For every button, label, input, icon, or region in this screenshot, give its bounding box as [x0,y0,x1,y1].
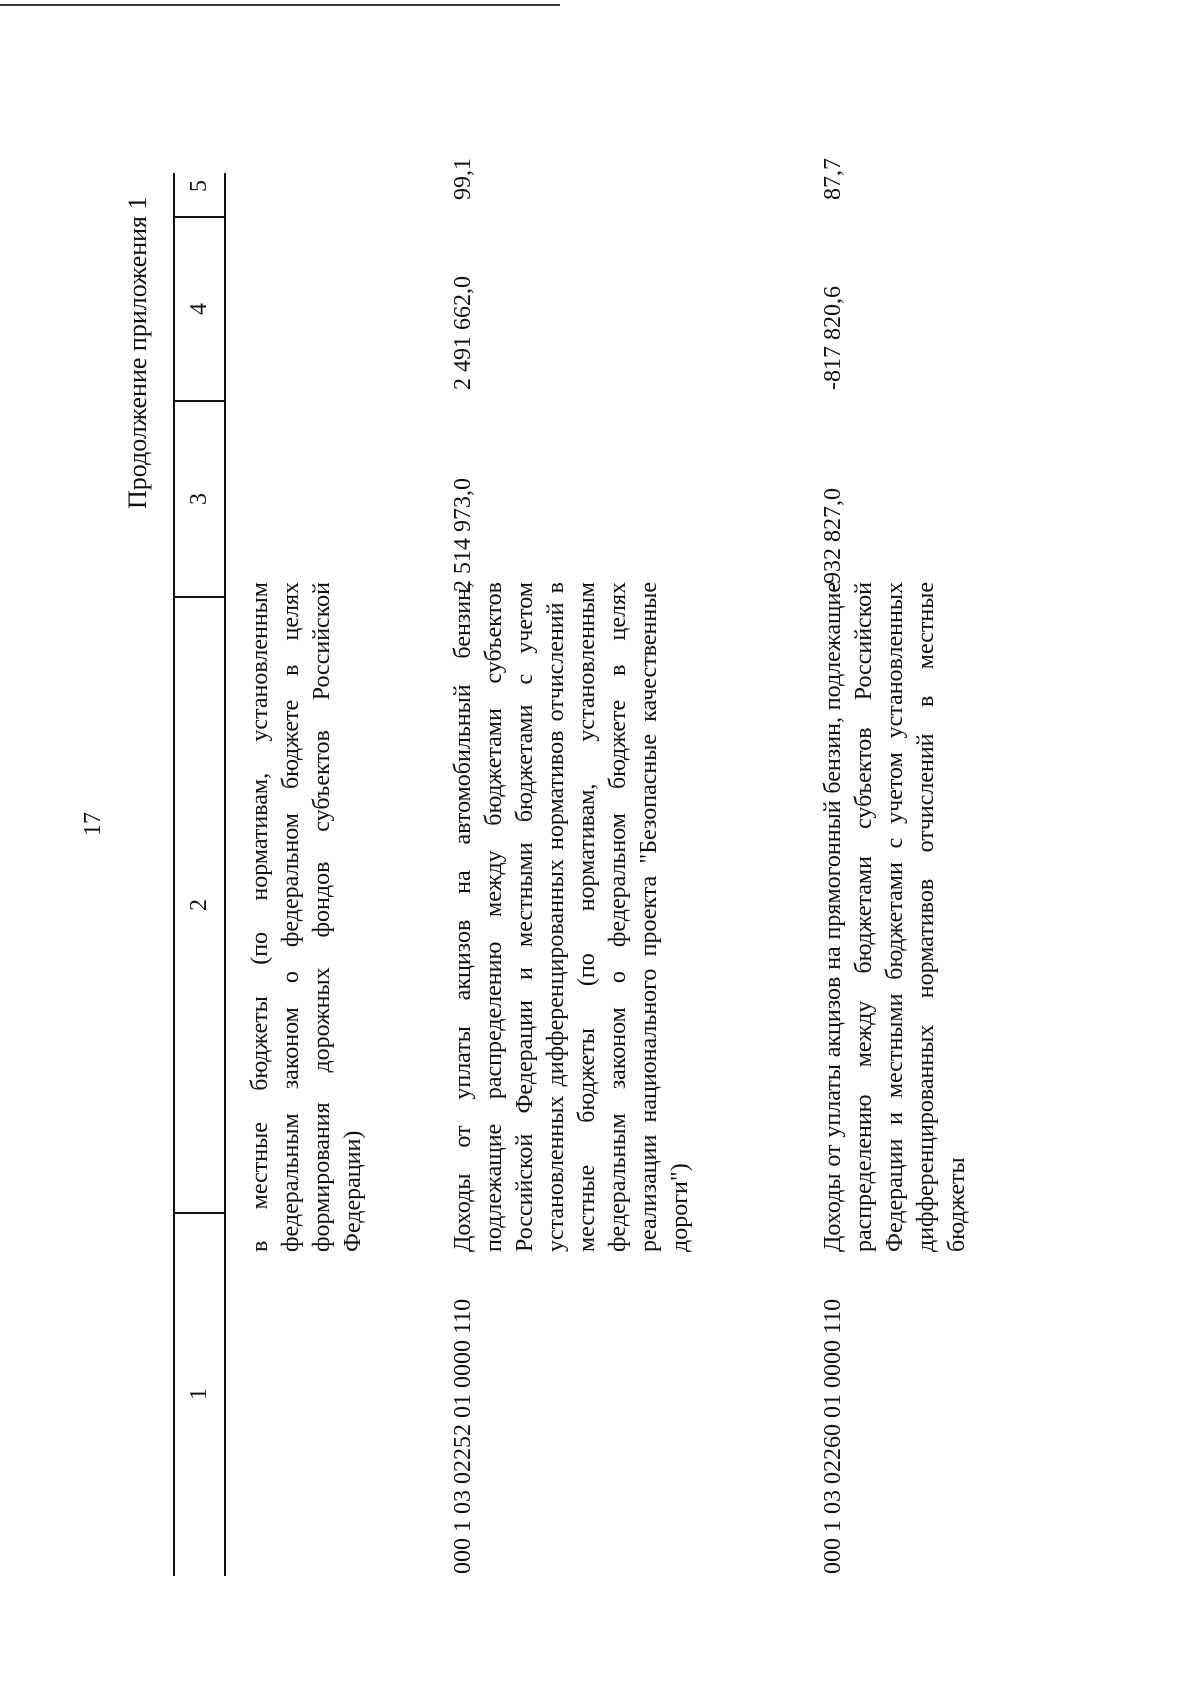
column-header-4: 4 [186,303,212,315]
column-header-5: 5 [186,180,212,192]
column-header-3: 3 [186,493,212,505]
row-description: в местные бюджеты (по нормативам, установленным федеральным законом о федеральном бюджете в целях формирования дорожных фондов субъектов Российской Федерации) [247,582,366,1252]
table-header-top-rule [173,173,175,1576]
row-description: Доходы от уплаты акцизов на автомобильный бензин, подлежащие распределению между бюджетами субъектов Российской Федерации и местными бюджетами с учетом установленных дифференцированных нормативов отчислений в местные бюджеты (по нормативам, установленным федеральным законом о федеральном бюджете в целях реализации национального проекта "Безопасные качественные дороги") [450,582,693,1252]
row-code: 000 1 03 02260 01 0000 110 [820,1298,846,1574]
row-value-col5: 99,1 [450,158,476,200]
row-value-col4: -817 820,6 [820,286,846,390]
column-header-1: 1 [186,1388,212,1400]
row-value-col3: -932 827,0 [820,488,846,592]
table-header-bottom-rule [224,173,226,1576]
row-code: 000 1 03 02252 01 0000 110 [450,1298,476,1574]
row-value-col4: 2 491 662,0 [450,276,476,390]
row-description: Доходы от уплаты акцизов на прямогонный бензин, подлежащие распределению между бюджетами субъектов Российской Федерации и местными бюджетами с учетом установленных дифференцированных нормативов отчислений в местные бюджеты [820,582,970,1252]
appendix-continuation-title: Продолжение приложения 1 [123,196,152,509]
row-value-col3: 2 514 973,0 [450,478,476,592]
row-value-col5: 87,7 [820,158,846,200]
column-header-2: 2 [186,899,212,911]
page-number: 17 [80,812,106,836]
